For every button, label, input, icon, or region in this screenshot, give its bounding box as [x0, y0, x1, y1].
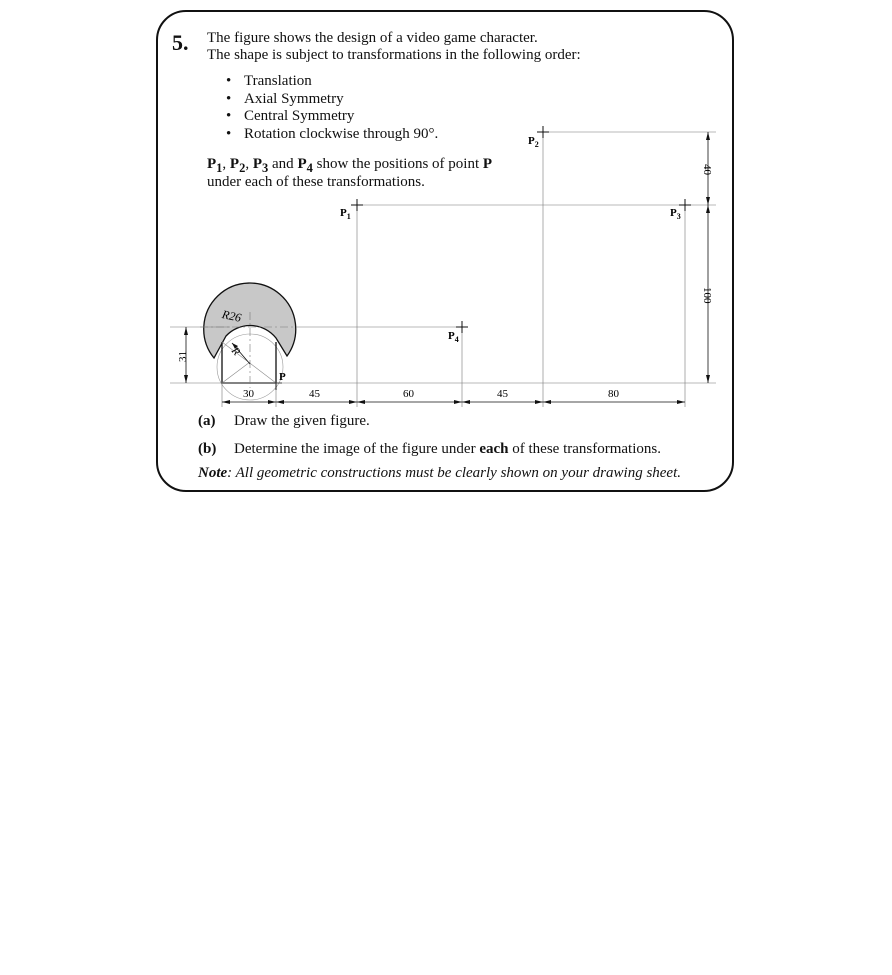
positions-line-1: $P_1$, $P_2$, $P_3$ and $P_4$ show the positions of point P [207, 156, 493, 175]
intro-line-1: The figure shows the design of a video game character. [207, 30, 538, 46]
transformation-label: Translation [244, 73, 312, 89]
point-p-label: P [279, 371, 286, 383]
dim-100: 100 [701, 287, 713, 304]
dim-45-b: 45 [497, 388, 508, 400]
point-p2-label: $P_2$ [528, 135, 539, 149]
radius-label-r: R [228, 345, 243, 358]
transformation-label: Central Symmetry [244, 108, 355, 124]
point-p3-label: $P_3$ [670, 207, 681, 221]
dim-60: 60 [403, 388, 414, 400]
question-number: 5. [172, 30, 189, 55]
transformation-item: • Axial Symmetry [226, 91, 344, 107]
part-b-label: (b) [198, 441, 217, 457]
note-label: Note [198, 465, 228, 481]
transformation-label: Rotation clockwise through 90°. [244, 126, 439, 142]
note-text: : All geometric constructions must be clearly shown on your drawing sheet. [227, 465, 682, 481]
transformation-item: • Central Symmetry [226, 108, 355, 124]
part-b: (b) Determine the image of the figure under each of these transformations. [198, 441, 661, 457]
part-a-text: Draw the given figure. [234, 413, 370, 429]
dim-80: 80 [608, 388, 619, 400]
dim-45-a: 45 [309, 388, 320, 400]
dim-40: 40 [701, 164, 713, 175]
positions-line-2: under each of these transformations. [207, 174, 425, 190]
note [198, 465, 681, 482]
transformation-label: Axial Symmetry [244, 91, 344, 107]
point-p4-label: $P_4$ [448, 330, 459, 344]
part-a [198, 413, 370, 430]
radius-label-r26: R26 [220, 307, 243, 325]
dim-31: 31 [177, 351, 189, 362]
part-a-label: (a) [198, 413, 216, 429]
transformation-item: • Rotation clockwise through 90°. [226, 126, 439, 142]
transformation-item: • Translation [226, 73, 312, 89]
dim-30: 30 [243, 388, 254, 400]
point-p1-label: $P_1$ [340, 207, 351, 221]
intro-line-2: The shape is subject to transformations in the following order: [207, 47, 581, 63]
